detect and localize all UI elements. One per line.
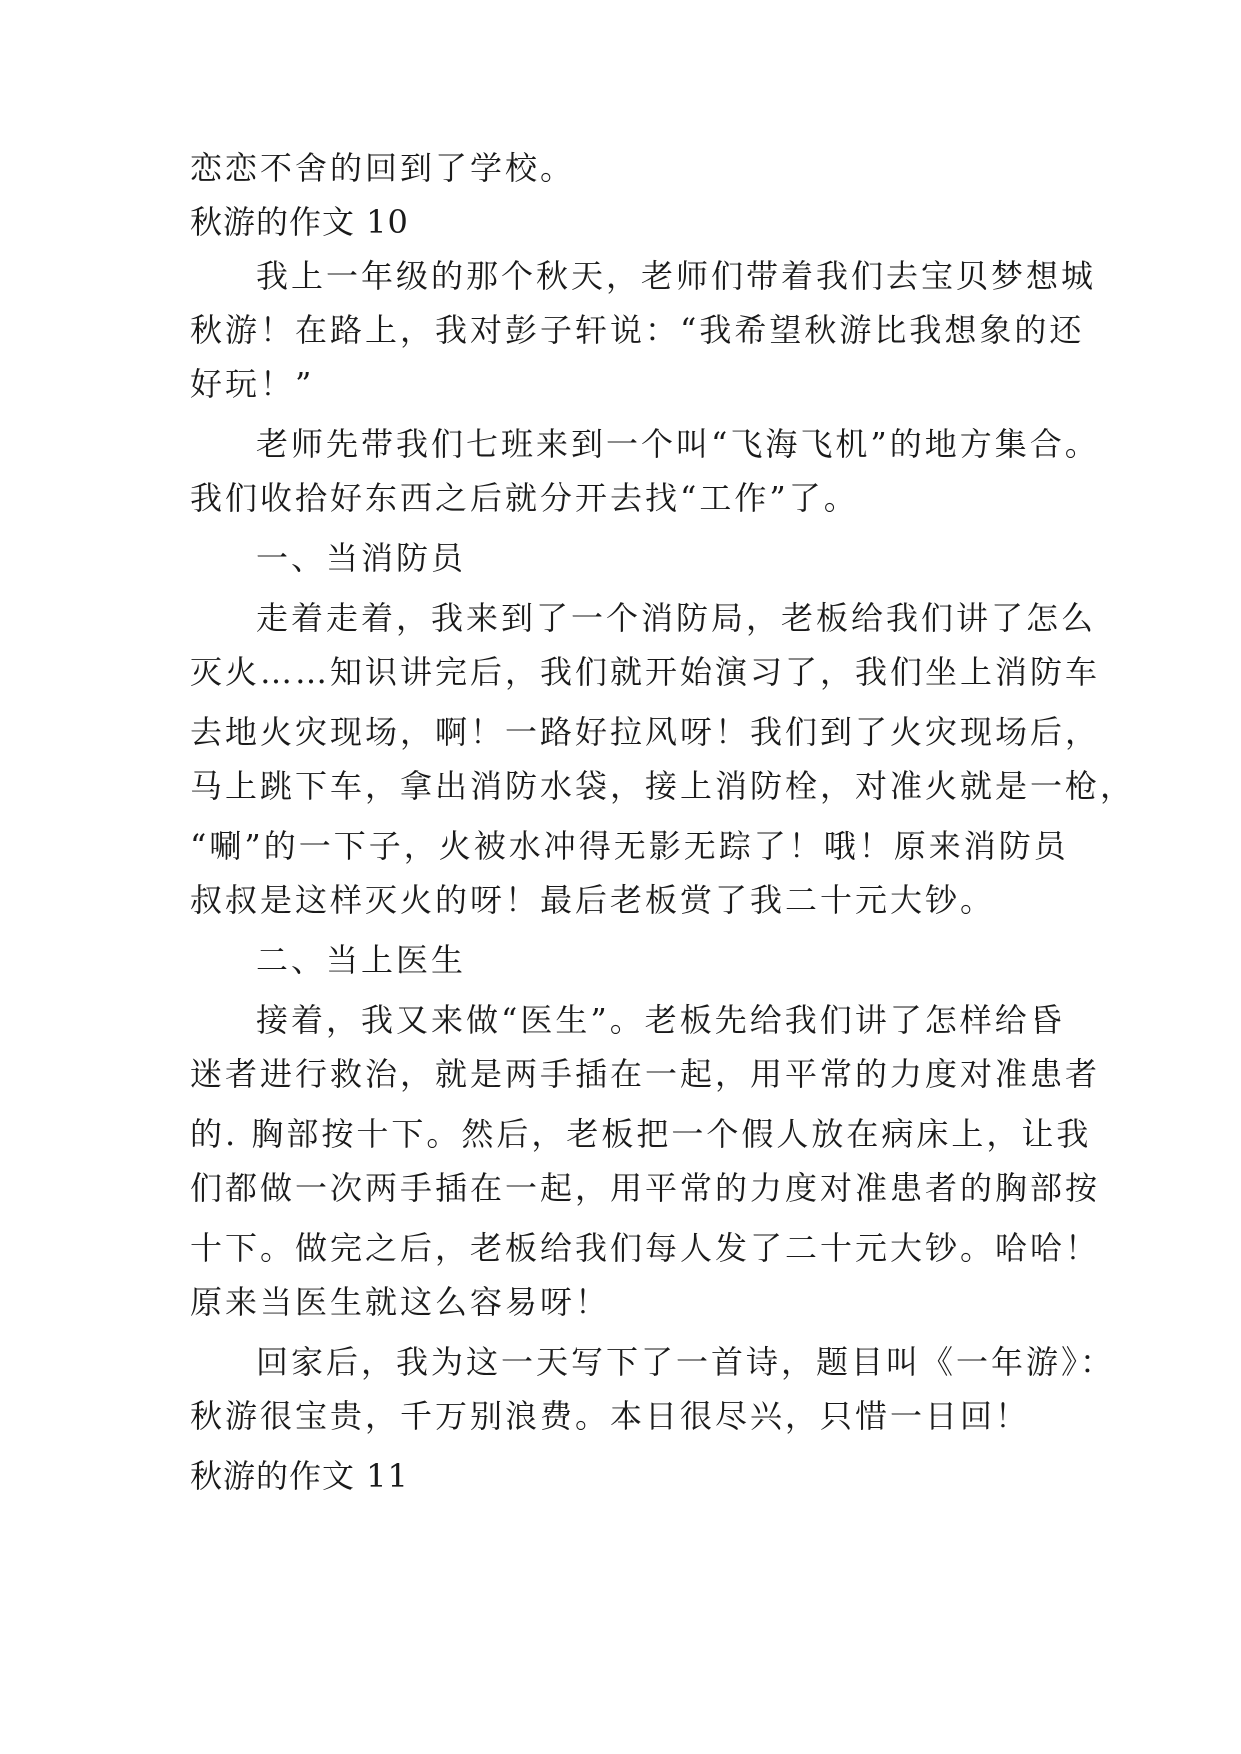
subheading: 二、当上医生 — [256, 941, 467, 979]
text-line: 原来当医生就这么容易呀！ — [190, 1283, 611, 1321]
paragraph-start: 回家后，我为这一天写下了一首诗，题目叫《一年游》： — [256, 1343, 1116, 1381]
text-line: 的. 胸部按十下。然后，老板把一个假人放在病床上，让我 — [190, 1115, 1092, 1153]
text-line: 好玩！” — [190, 365, 315, 403]
text-line: 秋游很宝贵，千万别浪费。本日很尽兴，只惜一日回！ — [190, 1397, 1031, 1435]
text-line: 秋游！在路上，我对彭子轩说：“我希望秋游比我想象的还 — [190, 311, 1085, 349]
paragraph-start: 接着，我又来做“医生”。老板先给我们讲了怎样给昏 — [256, 1001, 1065, 1039]
section-heading: 秋游的作文 10 — [190, 203, 409, 241]
section-heading: 秋游的作文 11 — [190, 1457, 409, 1495]
paragraph-start: 我上一年级的那个秋天，老师们带着我们去宝贝梦想城 — [256, 257, 1097, 295]
text-line: 迷者进行救治，就是两手插在一起，用平常的力度对准患者 — [190, 1055, 1101, 1093]
text-line: 叔叔是这样灭火的呀！最后老板赏了我二十元大钞。 — [190, 881, 996, 919]
paragraph-start: 老师先带我们七班来到一个叫“飞海飞机”的地方集合。 — [256, 425, 1100, 463]
text-line: “唰”的一下子，火被水冲得无影无踪了！哦！原来消防员 — [190, 827, 1069, 865]
text-line: 灭火……知识讲完后，我们就开始演习了，我们坐上消防车 — [190, 653, 1101, 691]
text-line: 去地火灾现场，啊！一路好拉风呀！我们到了火灾现场后， — [190, 713, 1101, 751]
text-line: 我们收拾好东西之后就分开去找“工作”了。 — [190, 479, 859, 517]
text-line: 恋恋不舍的回到了学校。 — [190, 149, 576, 187]
text-line: 马上跳下车，拿出消防水袋，接上消防栓，对准火就是一枪， — [190, 767, 1136, 805]
text-line: 十下。做完之后，老板给我们每人发了二十元大钞。哈哈！ — [190, 1229, 1101, 1267]
text-line: 们都做一次两手插在一起，用平常的力度对准患者的胸部按 — [190, 1169, 1101, 1207]
subheading: 一、当消防员 — [256, 539, 467, 577]
paragraph-start: 走着走着，我来到了一个消防局，老板给我们讲了怎么 — [256, 599, 1097, 637]
